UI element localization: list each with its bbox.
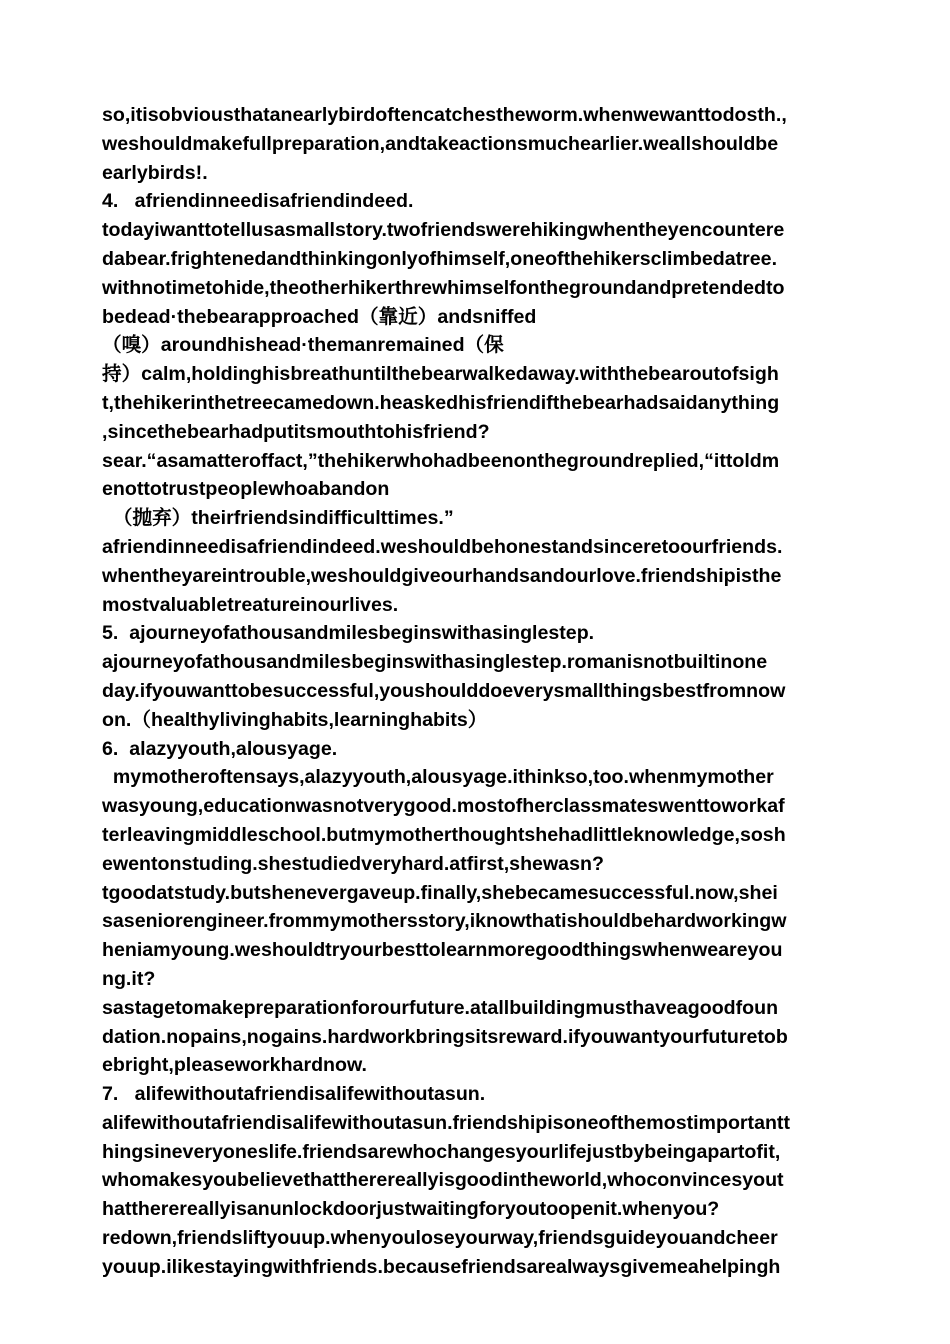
text-line: alifewithoutafriendisalifewithoutasun.friendshipisoneofthemostimportantt: [102, 1111, 790, 1134]
section-heading-6: 6. alazyyouth,alousyage.: [102, 737, 338, 760]
text-line: mostvaluabletreatureinourlives.: [102, 593, 399, 616]
text-line: dabear.frightenedandthinkingonlyofhimself,oneofthehikersclimbedatree.: [102, 247, 778, 270]
text-line: heniamyoung.weshouldtryourbesttolearnmoregoodthingswhenweareyou: [102, 939, 783, 962]
text-line: youup.ilikestayingwithfriends.becausefriendsarealwaysgivemeahelpingh: [102, 1255, 781, 1278]
text-line: sastagetomakepreparationforourfuture.atallbuildingmusthaveagoodfoun: [102, 996, 779, 1019]
text-line: （嗅）aroundhishead·themanremained（保: [102, 334, 504, 357]
text-line: whentheyareintrouble,weshouldgiveourhandsandourlove.friendshipisthe: [102, 564, 782, 587]
text-line: t,thehikerinthetreecamedown.heaskedhisfriendifthebearhadsaidanything: [102, 391, 780, 414]
text-line: ebright,pleaseworkhardnow.: [102, 1054, 367, 1077]
text-line: 持）calm,holdinghisbreathuntilthebearwalkedaway.withthebearoutofsigh: [102, 363, 779, 386]
text-line: whomakesyoubelievethattherereallyisgoodintheworld,whoconvincesyout: [102, 1169, 784, 1192]
section-heading-4: 4. afriendinneedisafriendindeed.: [102, 190, 414, 213]
text-line: earlybirds!.: [102, 161, 208, 184]
section-heading-7: 7. alifewithoutafriendisalifewithoutasun.: [102, 1083, 486, 1106]
text-line: day.ifyouwanttobesuccessful,youshoulddoeverysmallthingsbestfromnow: [102, 679, 786, 702]
document-body: [102, 101, 862, 1282]
text-line: so,itisobviousthatanearlybirdoftencatchestheworm.whenwewanttodosth.,: [102, 104, 787, 126]
text-line: wasyoung,educationwasnotverygood.mostofherclassmateswenttoworkaf: [102, 795, 785, 818]
text-line: tgoodatstudy.butshenevergaveup.finally,shebecamesuccessful.now,shei: [102, 881, 778, 904]
text-line: sear.“asamatteroffact,”thehikerwhohadbeenonthegroundreplied,“ittoldm: [102, 449, 780, 472]
text-line: hingsineveryoneslife.friendsarewhochangesyourlifejustbybeingapartofit,: [102, 1140, 781, 1163]
text-line: afriendinneedisafriendindeed.weshouldbehonestandsinceretoourfriends.: [102, 535, 783, 558]
text-line: ,sincethebearhadputitsmouthtohisfriend?: [102, 420, 490, 443]
text-line: dation.nopains,nogains.hardworkbringsitsreward.ifyouwantyourfuturetob: [102, 1025, 788, 1048]
text-line: （抛弃）theirfriendsindifficulttimes.”: [102, 507, 454, 530]
text-line: mymotheroftensays,alazyyouth,alousyage.ithinkso,too.whenmymother: [102, 766, 774, 789]
text-line: todayiwanttotellusasmallstory.twofriendswerehikingwhentheyencountere: [102, 219, 785, 242]
text-line: hattherereallyisanunlockdoorjustwaitingforyoutoopenit.whenyou?: [102, 1198, 720, 1221]
text-line: enottotrustpeoplewhoabandon: [102, 478, 390, 501]
text-line: ng.it?: [102, 967, 156, 990]
text-line: redown,friendsliftyouup.whenyouloseyourway,friendsguideyouandcheer: [102, 1227, 778, 1250]
text-line: terleavingmiddleschool.butmymotherthoughtshehadlittleknowledge,sosh: [102, 823, 786, 846]
text-line: ajourneyofathousandmilesbeginswithasinglestep.romanisnotbuiltinone: [102, 651, 768, 674]
text-line: on.（healthylivinghabits,learninghabits）: [102, 708, 488, 731]
text-line: ewentonstuding.shestudiedveryhard.atfirst,shewasn?: [102, 852, 604, 875]
text-line: weshouldmakefullpreparation,andtakeactionsmuchearlier.weallshouldbe: [102, 132, 779, 155]
text-line: bedead·thebearapproached（靠近）andsniffed: [102, 305, 537, 328]
text-line: saseniorengineer.frommymothersstory,iknowthatishouldbehardworkingw: [102, 910, 787, 933]
text-line: withnotimetohide,theotherhikerthrewhimselfonthegroundandpretendedto: [102, 276, 785, 299]
section-heading-5: 5. ajourneyofathousandmilesbeginswithasinglestep.: [102, 622, 595, 645]
